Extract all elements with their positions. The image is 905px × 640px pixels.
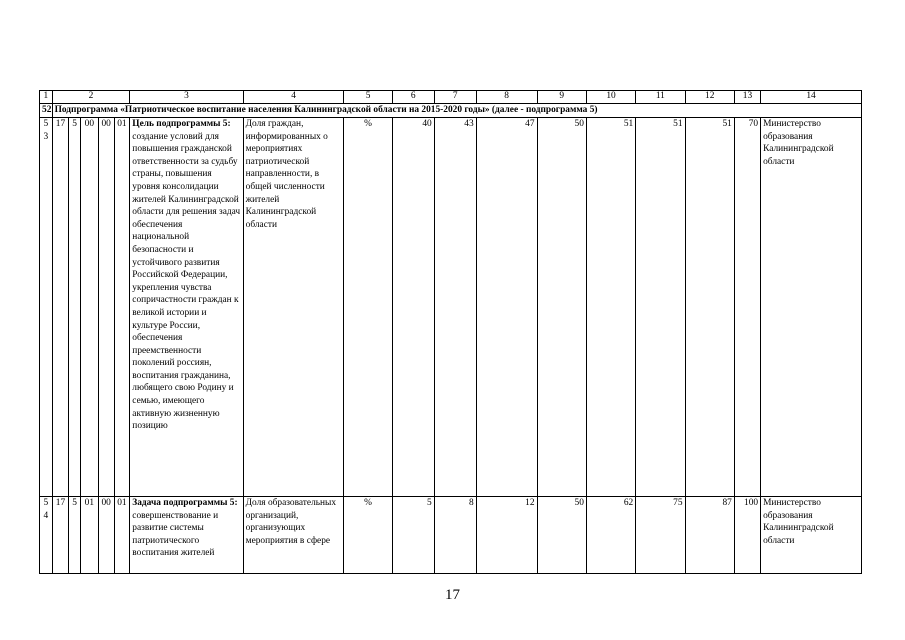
value-cell: 75 — [636, 497, 685, 574]
col-header-9: 9 — [537, 91, 586, 104]
row-number: 54 — [40, 497, 53, 574]
value-cell: 50 — [537, 497, 586, 574]
row-number: 53 — [40, 118, 53, 497]
task-text: совершенствование и развитие системы патриотического воспитания жителей — [132, 510, 219, 559]
goal-text: создание условий для повышения гражданской ответственности за судьбу страны, повышения уровня консолидации жителей Калининградской области для решения задач обеспечения национальной безопасности и устойчивого развития Российской Федерации, укрепления чувства сопричастности граждан к великой истории и культуре России, обеспечения преемственности поколений россиян, воспитания гражданина, любящего свою Родину и семью, имеющего активную жизненную позицию — [132, 131, 241, 432]
indicator-name: Доля образовательных организаций, организующих мероприятия в сфере — [243, 497, 344, 574]
code-cell: 01 — [80, 497, 98, 574]
unit-cell: % — [344, 118, 392, 497]
col-header-5: 5 — [344, 91, 392, 104]
value-cell: 40 — [392, 118, 434, 497]
code-cell: 00 — [98, 497, 114, 574]
col-header-4: 4 — [243, 91, 344, 104]
col-header-6: 6 — [392, 91, 434, 104]
column-number-row — [40, 91, 862, 104]
value-cell: 47 — [476, 118, 537, 497]
table-row-54 — [40, 497, 862, 574]
page-number: 17 — [445, 587, 460, 603]
code-cell: 00 — [98, 118, 114, 497]
col-header-13: 13 — [734, 91, 760, 104]
goal-description — [130, 118, 243, 497]
col-header-10: 10 — [586, 91, 635, 104]
task-heading: Задача подпрограммы 5: — [132, 498, 238, 508]
value-cell: 43 — [434, 118, 476, 497]
value-cell: 51 — [685, 118, 734, 497]
value-cell: 87 — [685, 497, 734, 574]
value-cell: 62 — [586, 497, 635, 574]
goal-heading: Цель подпрограммы 5: — [132, 119, 231, 129]
code-cell: 01 — [114, 497, 130, 574]
col-header-7: 7 — [434, 91, 476, 104]
subprogram-number: 52 — [40, 104, 53, 118]
executor-cell: Министерство образования Калининградской области — [761, 497, 862, 574]
value-cell: 50 — [537, 118, 586, 497]
unit-cell: % — [344, 497, 392, 574]
value-cell: 51 — [586, 118, 635, 497]
col-header-1: 1 — [40, 91, 53, 104]
subprogram-row — [40, 104, 862, 118]
value-cell: 5 — [392, 497, 434, 574]
code-cell: 17 — [52, 497, 69, 574]
table-row-53 — [40, 118, 862, 497]
subprogram-title: Подпрограмма «Патриотическое воспитание населения Калининградской области на 2015-2020 годы» (далее - подпрограмма 5) — [52, 104, 861, 118]
executor-cell: Министерство образования Калининградской области — [761, 118, 862, 497]
col-header-14: 14 — [761, 91, 862, 104]
value-cell: 100 — [734, 497, 760, 574]
code-cell: 5 — [69, 497, 81, 574]
indicator-name: Доля граждан, информированных о мероприятиях патриотической направленности, в общей численности жителей Калининградской области — [243, 118, 344, 497]
value-cell: 12 — [476, 497, 537, 574]
code-cell: 01 — [114, 118, 130, 497]
col-header-12: 12 — [685, 91, 734, 104]
code-cell: 17 — [52, 118, 69, 497]
indicators-table — [39, 90, 862, 574]
value-cell: 8 — [434, 497, 476, 574]
code-cell: 5 — [69, 118, 81, 497]
value-cell: 51 — [636, 118, 685, 497]
col-header-8: 8 — [476, 91, 537, 104]
value-cell: 70 — [734, 118, 760, 497]
col-header-3: 3 — [130, 91, 243, 104]
col-header-2: 2 — [52, 91, 130, 104]
col-header-11: 11 — [636, 91, 685, 104]
task-description — [130, 497, 243, 574]
code-cell: 00 — [80, 118, 98, 497]
